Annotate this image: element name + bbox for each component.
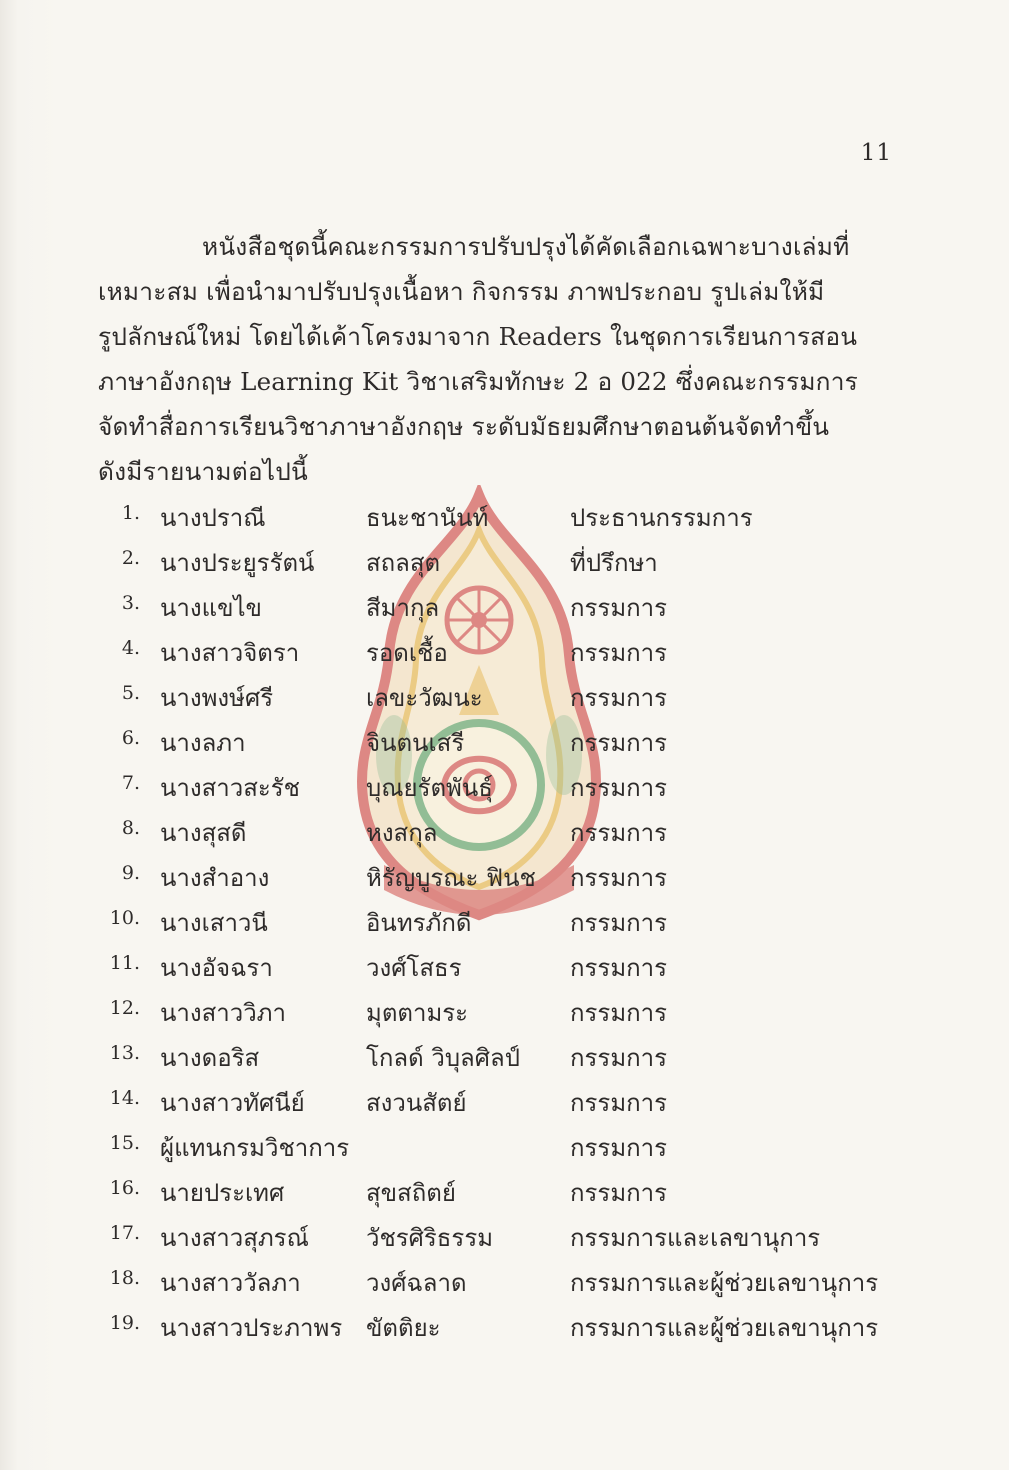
member-role: กรรมการ xyxy=(570,819,668,847)
member-last-name: จินตนเสรี xyxy=(366,729,465,757)
member-last-name: อินทรภักดี xyxy=(366,909,472,937)
member-first-name: นางสำอาง xyxy=(160,864,270,892)
list-item xyxy=(0,1038,1009,1083)
item-number: 19. xyxy=(109,1312,140,1334)
list-item xyxy=(0,543,1009,588)
list-item xyxy=(0,678,1009,723)
intro-line-3: รูปลักษณ์ใหม่ โดยได้เค้าโครงมาจาก Readers ในชุดการเรียนการสอน xyxy=(98,322,858,351)
member-last-name: ขัตติยะ xyxy=(366,1314,441,1342)
member-role: กรรมการ xyxy=(570,684,668,712)
list-item xyxy=(0,768,1009,813)
member-first-name: นางสาวสะรัช xyxy=(160,774,300,802)
member-first-name: นางลภา xyxy=(160,729,246,757)
member-role: กรรมการ xyxy=(570,1134,668,1162)
item-number: 1. xyxy=(121,502,140,524)
item-number: 12. xyxy=(109,997,140,1019)
item-number: 18. xyxy=(109,1267,140,1289)
list-item xyxy=(0,993,1009,1038)
list-item xyxy=(0,498,1009,543)
intro-line-2: เหมาะสม เพื่อนำมาปรับปรุงเนื้อหา กิจกรรม ภาพประกอบ รูปเล่มให้มี xyxy=(98,277,825,306)
member-first-name: นางพงษ์ศรี xyxy=(160,684,274,712)
item-number: 2. xyxy=(121,547,140,569)
member-last-name: หิรัญบูรณะ ฟินช xyxy=(366,864,536,892)
member-first-name: นางแขไข xyxy=(160,594,262,622)
member-last-name: เลขะวัฒนะ xyxy=(366,684,483,712)
item-number: 8. xyxy=(121,817,140,839)
member-first-name: นางเสาวนี xyxy=(160,909,268,937)
item-number: 4. xyxy=(121,637,140,659)
member-last-name: โกลด์ วิบุลศิลป์ xyxy=(366,1044,520,1072)
intro-line-4: ภาษาอังกฤษ Learning Kit วิชาเสริมทักษะ 2 อ 022 ซึ่งคณะกรรมการ xyxy=(98,367,859,396)
list-item xyxy=(0,633,1009,678)
member-role: กรรมการ xyxy=(570,864,668,892)
intro-line-1: หนังสือชุดนี้คณะกรรมการปรับปรุงได้คัดเลือกเฉพาะบางเล่มที่ xyxy=(202,232,850,261)
item-number: 13. xyxy=(109,1042,140,1064)
member-first-name: นางสาวสุภรณ์ xyxy=(160,1224,309,1252)
member-last-name: ธนะชานันท์ xyxy=(366,504,489,532)
member-first-name: นางปราณี xyxy=(160,504,266,532)
member-last-name: บุณยรัตพันธุ์ xyxy=(366,774,493,802)
member-first-name: นางอัจฉรา xyxy=(160,954,273,982)
member-last-name: วงศ์ฉลาด xyxy=(366,1269,467,1297)
item-number: 14. xyxy=(109,1087,140,1109)
member-role: กรรมการ xyxy=(570,594,668,622)
list-item xyxy=(0,1308,1009,1353)
member-first-name: นางสาววัลภา xyxy=(160,1269,301,1297)
member-first-name: นางประยูรรัตน์ xyxy=(160,549,315,577)
member-first-name: นางดอริส xyxy=(160,1044,260,1072)
member-role: กรรมการ xyxy=(570,909,668,937)
member-role: กรรมการ xyxy=(570,729,668,757)
member-role: กรรมการ xyxy=(570,1179,668,1207)
member-role: กรรมการ xyxy=(570,1089,668,1117)
member-role: ประธานกรรมการ xyxy=(570,504,753,532)
member-last-name: มุตตามระ xyxy=(366,999,469,1027)
member-role: กรรมการ xyxy=(570,774,668,802)
member-first-name: นางสาวทัศนีย์ xyxy=(160,1089,305,1117)
member-last-name: สงวนสัตย์ xyxy=(366,1089,467,1117)
member-last-name: รอดเชื้อ xyxy=(366,639,448,667)
item-number: 17. xyxy=(109,1222,140,1244)
item-number: 7. xyxy=(121,772,140,794)
member-role: กรรมการ xyxy=(570,999,668,1027)
list-item xyxy=(0,1083,1009,1128)
item-number: 5. xyxy=(121,682,140,704)
member-role: กรรมการและผู้ช่วยเลขานุการ xyxy=(570,1269,879,1297)
list-item xyxy=(0,588,1009,633)
item-number: 11. xyxy=(109,952,140,974)
member-role: กรรมการ xyxy=(570,639,668,667)
member-role: กรรมการ xyxy=(570,954,668,982)
list-item xyxy=(0,903,1009,948)
member-role: ที่ปรึกษา xyxy=(570,549,658,577)
page-number: 11 xyxy=(860,140,892,166)
member-last-name: สีมากุล xyxy=(366,594,440,622)
member-first-name: นายประเทศ xyxy=(160,1179,285,1207)
member-first-name: นางสาวจิตรา xyxy=(160,639,300,667)
item-number: 15. xyxy=(109,1132,140,1154)
intro-line-5: จัดทำสื่อการเรียนวิชาภาษาอังกฤษ ระดับมัธยมศึกษาตอนต้นจัดทำขึ้น xyxy=(98,412,830,441)
member-last-name: สถลสุต xyxy=(366,549,441,577)
item-number: 6. xyxy=(121,727,140,749)
item-number: 9. xyxy=(121,862,140,884)
member-last-name: วัชรศิริธรรม xyxy=(366,1224,494,1252)
list-item xyxy=(0,1128,1009,1173)
member-last-name: สุขสถิตย์ xyxy=(366,1179,456,1207)
member-last-name: หงสกุล xyxy=(366,819,438,847)
list-item xyxy=(0,948,1009,993)
member-role: กรรมการและเลขานุการ xyxy=(570,1224,821,1252)
member-first-name: นางสาวประภาพร xyxy=(160,1314,343,1342)
item-number: 16. xyxy=(109,1177,140,1199)
member-first-name: นางสุสดี xyxy=(160,819,247,847)
member-role: กรรมการและผู้ช่วยเลขานุการ xyxy=(570,1314,879,1342)
list-item xyxy=(0,1173,1009,1218)
member-first-name: ผู้แทนกรมวิชาการ xyxy=(160,1134,350,1162)
member-last-name: วงศ์โสธร xyxy=(366,954,462,982)
member-first-name: นางสาววิภา xyxy=(160,999,286,1027)
member-role: กรรมการ xyxy=(570,1044,668,1072)
list-item xyxy=(0,858,1009,903)
list-item xyxy=(0,813,1009,858)
intro-line-6: ดังมีรายนามต่อไปนี้ xyxy=(98,457,308,486)
list-item xyxy=(0,1218,1009,1263)
item-number: 3. xyxy=(121,592,140,614)
item-number: 10. xyxy=(109,907,140,929)
list-item xyxy=(0,723,1009,768)
list-item xyxy=(0,1263,1009,1308)
